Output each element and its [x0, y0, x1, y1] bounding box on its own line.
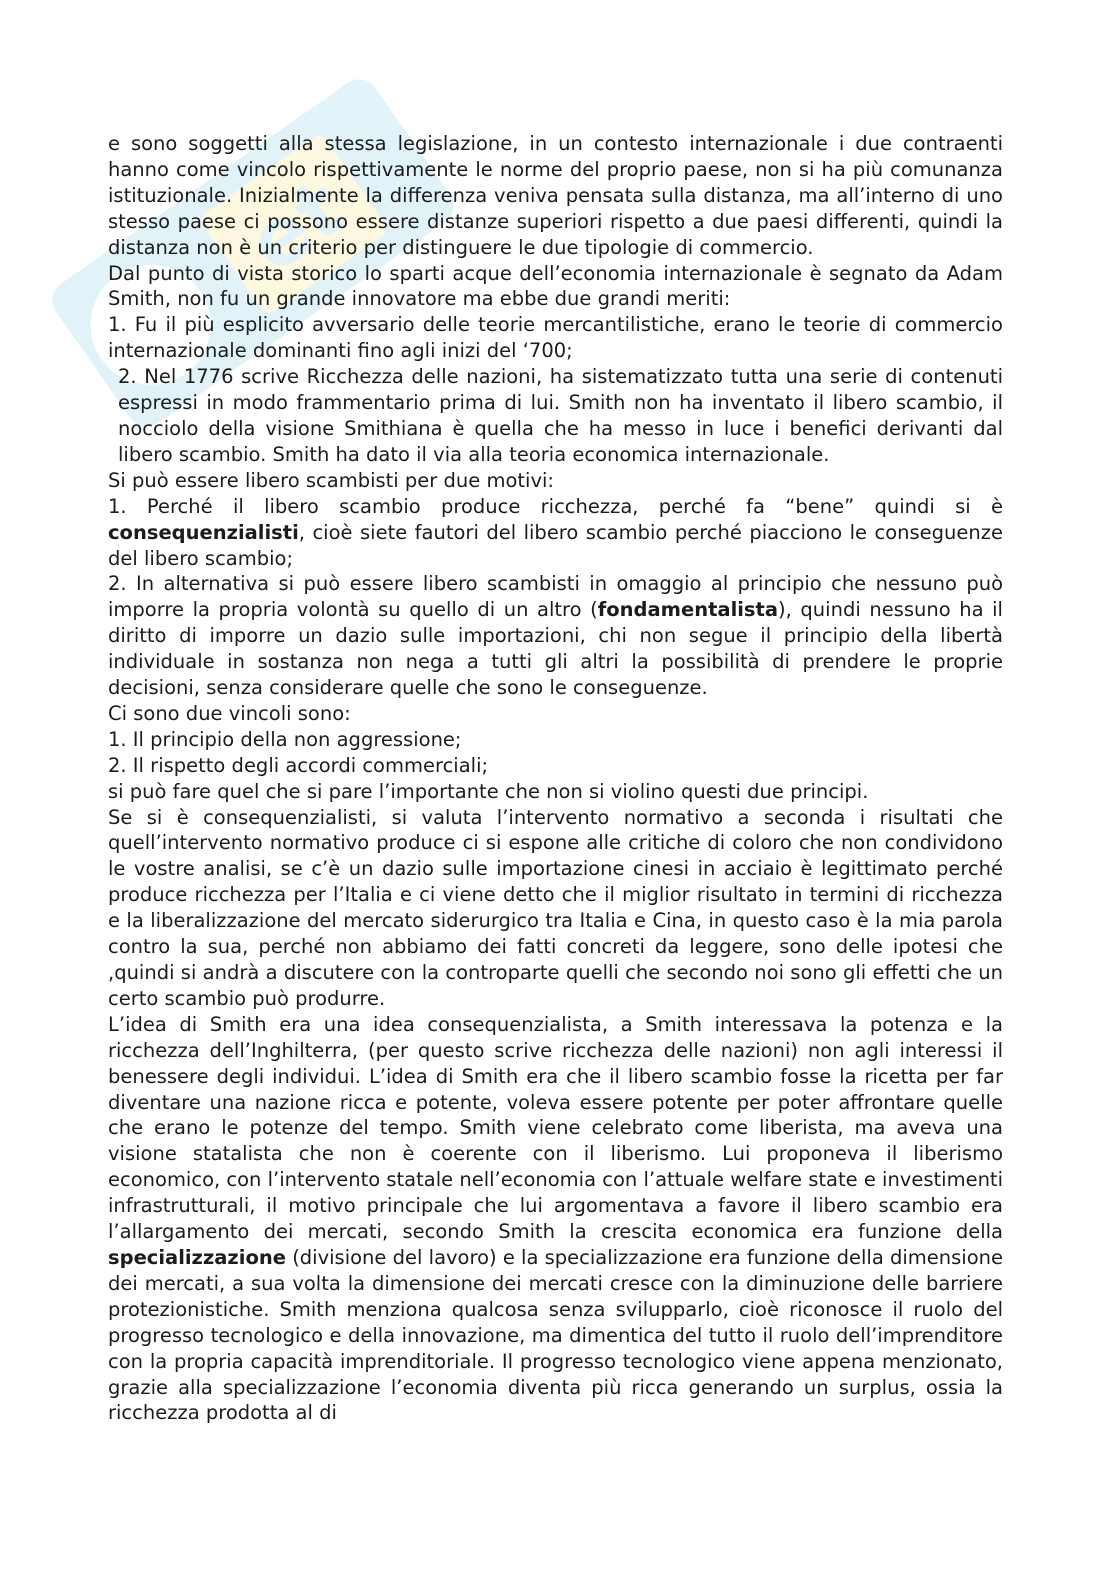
list-item-reason-2: 2. In alternativa si può essere libero scambisti in omaggio al principio che nessuno può imporre la propria volontà su quello di un altro (fondamentalista), quindi nessuno ha il diritto di imporre un dazio sulle importazioni, chi non segue il principio della libertà individuale in sostanza non nega a tutti gli altri la possibilità di prendere le proprie decisioni, senza considerare quelle che sono le conseguenze.	[108, 572, 1003, 700]
term-specializzazione: specializzazione	[108, 1245, 286, 1269]
watermark-text: et	[231, 161, 361, 291]
term-consequenzialisti: consequenzialisti	[108, 520, 299, 544]
list-item-constraint-1: 1. Il principio della non aggressione;	[108, 727, 462, 751]
paragraph-principles: si può fare quel che si pare l’importante che non si violino questi due principi.	[108, 779, 869, 803]
list-item-merit-1: 1. Fu il più esplicito avversario delle teorie mercantilistiche, erano le teorie di commercio internazionale dominanti fino agli inizi del ‘700;	[108, 313, 1003, 363]
paragraph-free-trade-reasons: Si può essere libero scambisti per due motivi:	[108, 468, 554, 492]
document-body	[108, 131, 1003, 1426]
paragraph-constraints: Ci sono due vincoli sono:	[108, 701, 351, 725]
list-item-reason-1: 1. Perché il libero scambio produce ricchezza, perché fa “bene” quindi si è consequenzialisti, cioè siete fautori del libero scambio perché piacciono le conseguenze del libero scambio;	[108, 494, 1003, 570]
paragraph-intro: e sono soggetti alla stessa legislazione, in un contesto internazionale i due contraenti hanno come vincolo rispettivamente le norme del proprio paese, non si ha più comunanza istituzionale. Inizialmente la differenza veniva pensata sulla distanza, ma all’interno di uno stesso paese ci possono essere distanze superiori rispetto a due paesi differenti, quindi la distanza non è un criterio per distinguere le due tipologie di commercio.	[108, 132, 1003, 259]
paragraph-consequentialist: Se si è consequenzialisti, si valuta l’intervento normativo a seconda i risultati che quell’intervento normativo produce ci si espone alle critiche di coloro che non condividono le vostre analisi, se c’è un dazio sulle importazione cinesi in acciaio è legittimato perché produce ricchezza per l’Italia e ci viene detto che il miglior risultato in termini di ricchezza e la liberalizzazione del mercato siderurgico tra Italia e Cina, in questo caso è la mia parola contro la sua, perché non abbiamo dei fatti concreti da leggere, sono delle ipotesi che ,quindi si andrà a discutere con la controparte quelli che secondo noi sono gli effetti che un certo scambio può produrre.	[108, 805, 1003, 1010]
paragraph-smith-idea: L’idea di Smith era una idea consequenzialista, a Smith interessava la potenza e la ricchezza dell’Inghilterra, (per questo scrive ricchezza delle nazioni) non agli interessi il benessere degli individui. L’idea di Smith era che il libero scambio fosse la ricetta per far diventare una nazione ricca e potente, voleva essere potente per poter affrontare quelle che erano le potenze del tempo. Smith viene celebrato come liberista, ma aveva una visione statalista che non è coerente con il liberismo. Lui proponeva il liberismo economico, con l’intervento statale nell’economia con l’attuale welfare state e investimenti infrastrutturali, il motivo principale che lui argomentava a favore il libero scambio era l’allargamento dei mercati, secondo Smith la crescita economica era funzione della specializzazione (divisione del lavoro) e la specializzazione era funzione della dimensione dei mercati, a sua volta la dimensione dei mercati cresce con la diminuzione delle barriere protezionistiche. Smith menziona qualcosa senza svilupparlo, cioè riconosce il ruolo del progresso tecnologico e della innovazione, ma dimentica del tutto il ruolo dell’imprenditore con la propria capacità imprenditoriale. Il progresso tecnologico viene appena menzionato, grazie alla specializzazione l’economia diventa più ricca generando un surplus, ossia la ricchezza prodotta al di	[108, 1012, 1003, 1425]
term-fondamentalista: fondamentalista	[597, 598, 779, 622]
list-item-merit-2: 2. Nel 1776 scrive Ricchezza delle nazioni, ha sistematizzato tutta una serie di contenuti espressi in modo frammentario prima di lui. Smith non ha inventato il libero scambio, il nocciolo della visione Smithiana è quella che ha messo in luce i benefici derivanti dal libero scambio. Smith ha dato il via alla teoria economica internazionale.	[118, 365, 1003, 466]
paragraph-smith-intro: Dal punto di vista storico lo sparti acque dell’economia internazionale è segnato da Adam Smith, non fu un grande innovatore ma ebbe due grandi meriti:	[108, 261, 1003, 311]
list-item-constraint-2: 2. Il rispetto degli accordi commerciali;	[108, 753, 489, 777]
